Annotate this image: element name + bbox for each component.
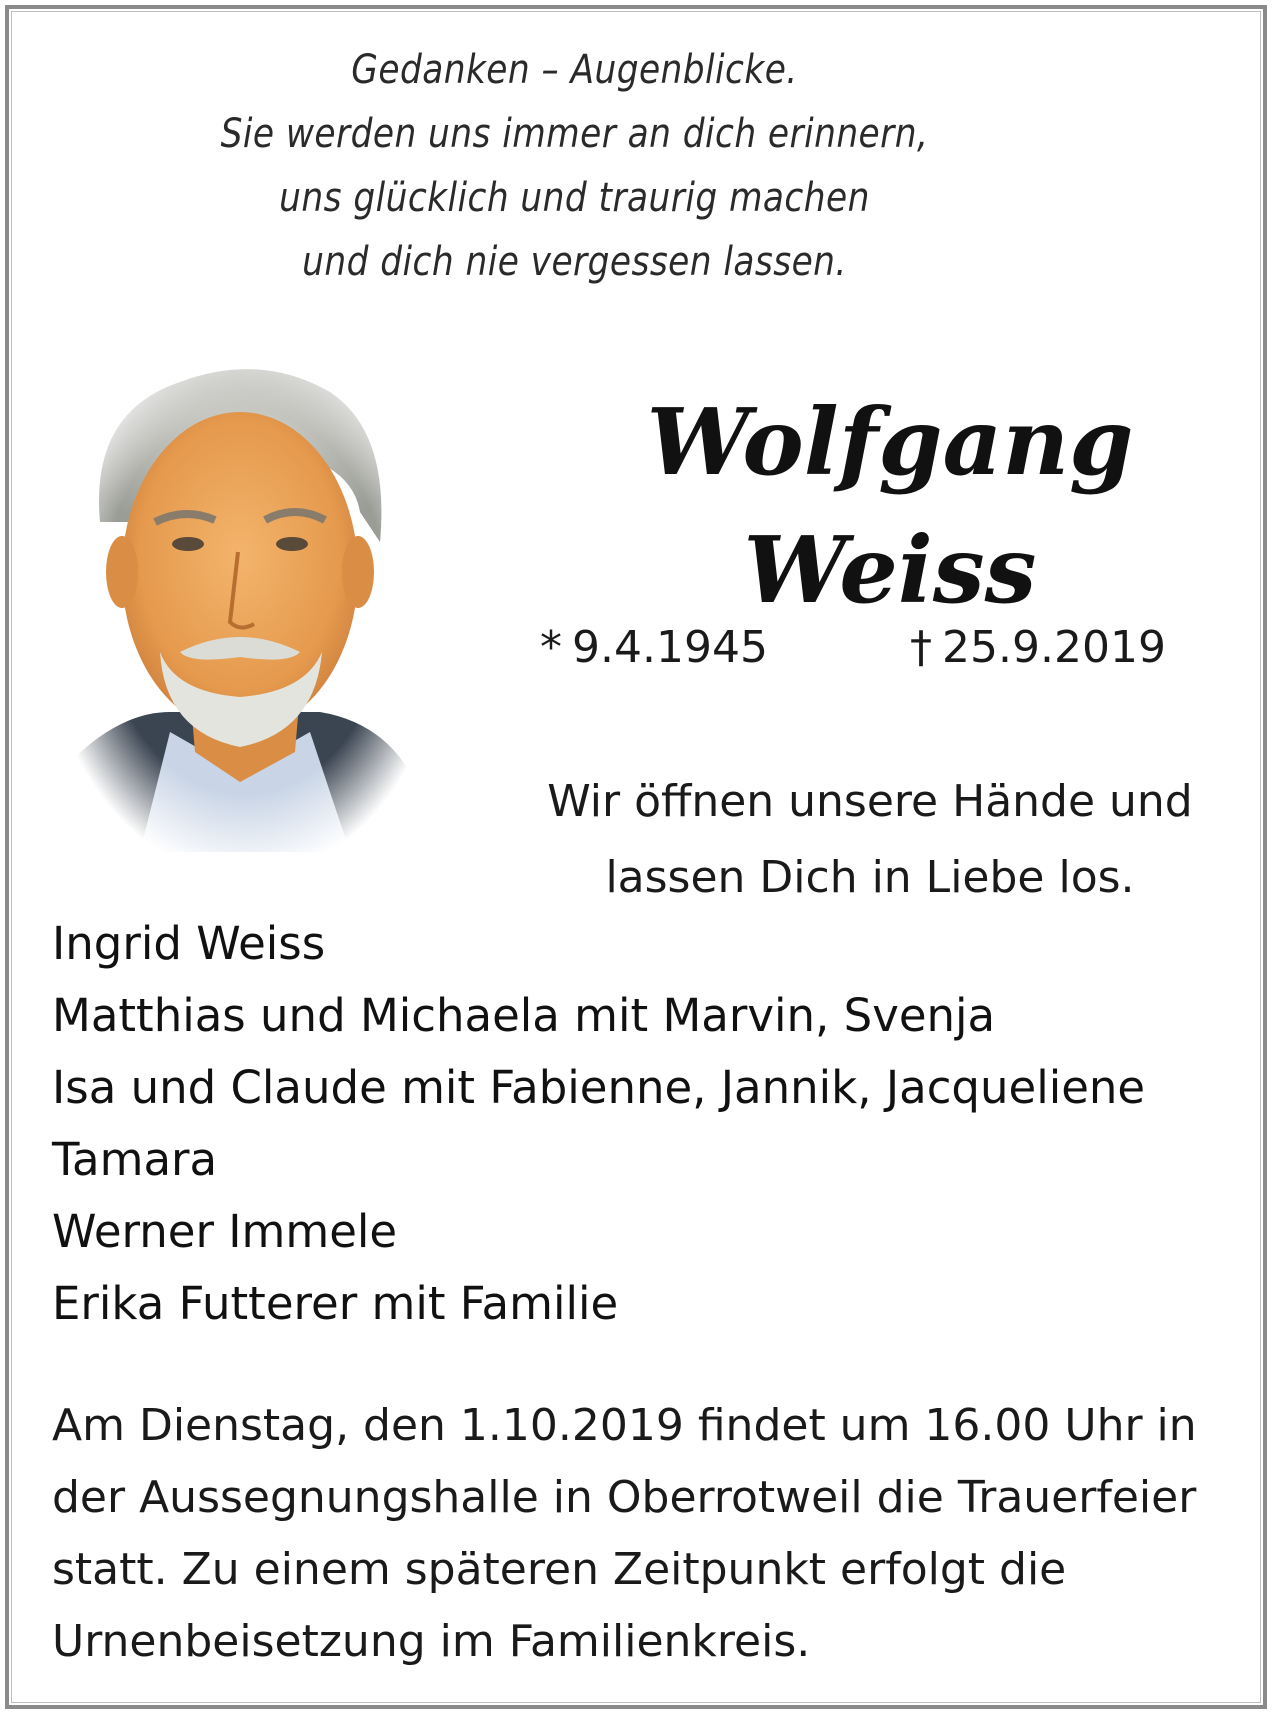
- poem-line: Sie werden uns immer an dich erinnern,: [220, 111, 929, 157]
- birth-date: 9.4.1945: [572, 622, 768, 673]
- life-dates: [540, 622, 1240, 682]
- poem: [0, 38, 1149, 294]
- poem-line: uns glücklich und traurig machen: [279, 175, 870, 221]
- mourner-line: Werner Immele: [52, 1205, 398, 1258]
- notice-line: statt. Zu einem späteren Zeitpunkt erfolgt die: [52, 1544, 1067, 1595]
- death-date: 25.9.2019: [942, 622, 1166, 673]
- poem-line: Gedanken – Augenblicke.: [351, 47, 798, 93]
- verse: [520, 764, 1220, 916]
- verse-line: lassen Dich in Liebe los.: [605, 852, 1135, 903]
- notice-line: Urnenbeisetzung im Familienkreis.: [52, 1616, 811, 1667]
- death-cross-icon: †: [910, 622, 932, 673]
- mourner-line: Ingrid Weiss: [52, 917, 326, 970]
- notice-line: Am Dienstag, den 1.10.2019 findet um 16.00 Uhr in: [52, 1400, 1197, 1451]
- verse-line: Wir öffnen unsere Hände und: [547, 776, 1193, 827]
- funeral-notice: [52, 1390, 1252, 1678]
- first-name: Wolfgang: [646, 388, 1134, 496]
- mourner-line: Matthias und Michaela mit Marvin, Svenja: [52, 989, 996, 1042]
- birth-star-icon: *: [540, 622, 562, 673]
- mourner-line: Erika Futterer mit Familie: [52, 1277, 619, 1330]
- mourners-list: [52, 908, 1232, 1340]
- poem-line: und dich nie vergessen lassen.: [302, 239, 847, 285]
- mourner-line: Tamara: [52, 1133, 218, 1186]
- last-name: Weiss: [743, 516, 1037, 624]
- death-date-group: [910, 622, 1166, 673]
- birth-date-group: [540, 622, 768, 673]
- notice-line: der Aussegnungshalle in Oberrotweil die Trauerfeier: [52, 1472, 1197, 1523]
- portrait-photo: [60, 352, 430, 852]
- deceased-name: [560, 378, 1220, 634]
- mourner-line: Isa und Claude mit Fabienne, Jannik, Jacqueliene: [52, 1061, 1146, 1114]
